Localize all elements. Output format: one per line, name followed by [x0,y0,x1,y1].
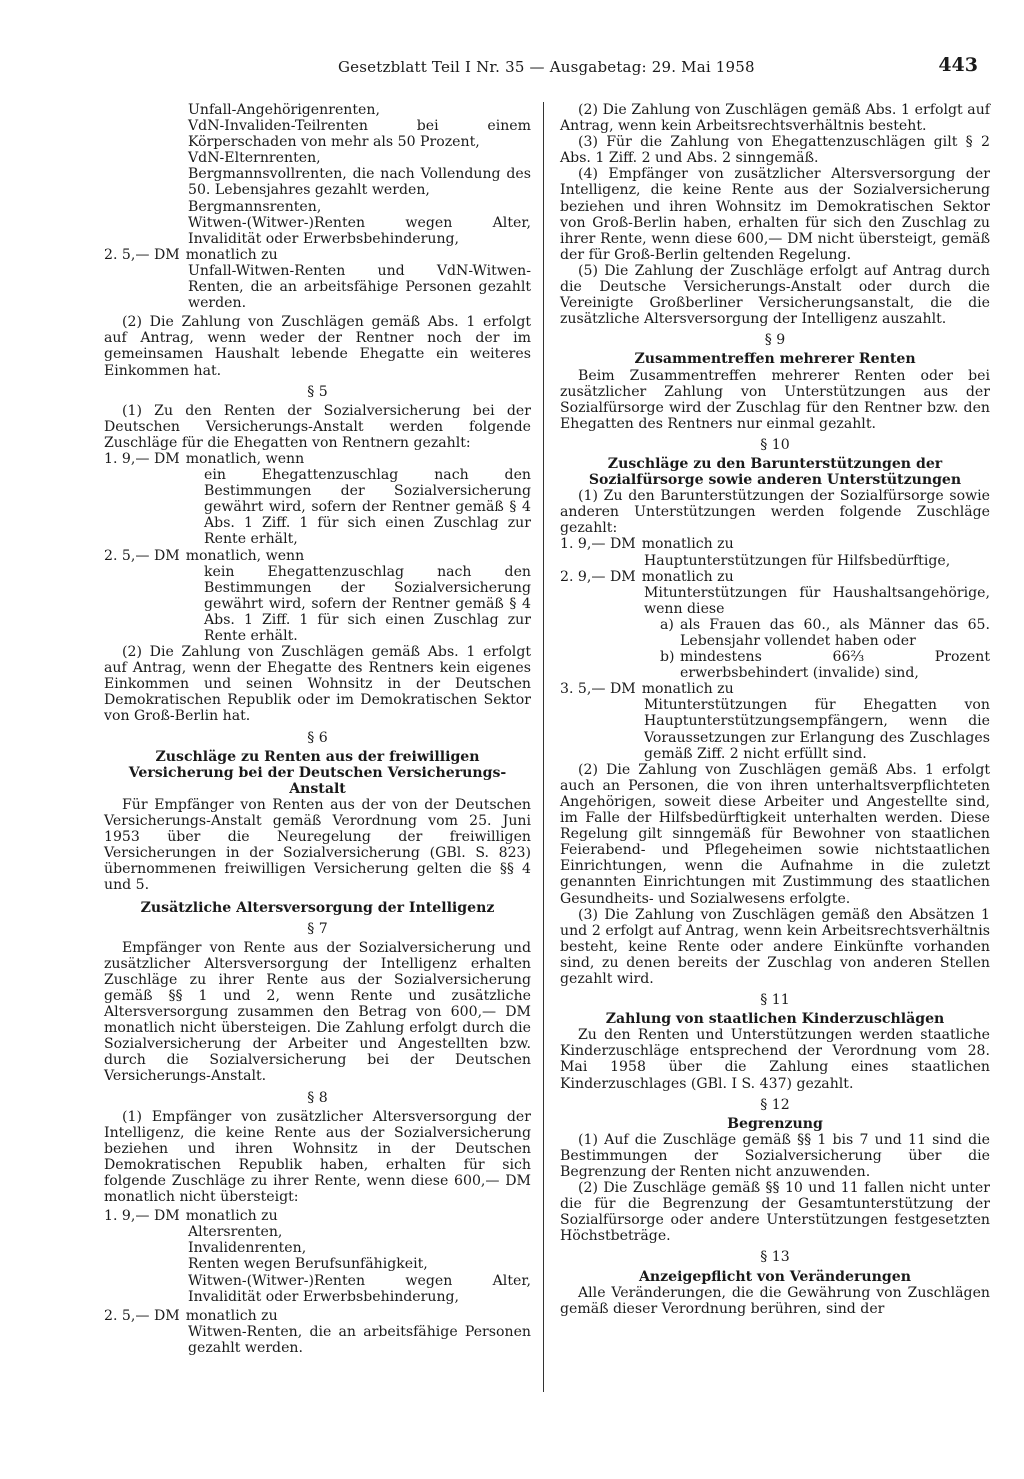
section-number: § 11 [760,992,790,1009]
paragraph: (1) Empfänger von zusätzlicher Altersversorgung der Intelligenz, die keine Rente aus der Sozialversicherung beziehen und ihren Wohnsitz in der Deutschen Demokratischen Republik haben, erhalten für sich folgende Zuschläge zu ihrer Rente, wenn diese 600,— DM monatlich nicht übersteigt: [104,1108,531,1206]
item-amount: 2. 5,— DM [104,1307,180,1324]
item-head: monatlich zu [185,246,278,263]
section-number: § 6 [307,729,328,746]
item-amount: 1. 9,— DM [560,536,636,553]
paragraph: (2) Die Zahlung von Zuschlägen gemäß Abs. 1 erfolgt auch an Personen, die von ihren unterhaltsverpflichteten Angehörigen, soweit diese Arbeiter und Angestellte sind, im Falle der Hilfsbedürftigkeit unterhalten werden. Diese Regelung gilt sinngemäß für Bewohner von staatlichen Feierabend- und Pflegeheimen sowie nichtstaatlichen Einrichtungen, wenn die Aufnahme in die zuletzt genannten Einrichtungen mit Zustimmung des staatlichen Gesundheits- und Sozialwesens erfolgte. [560,761,990,907]
section-heading: Zahlung von staatlichen Kinderzuschlägen [605,1011,945,1028]
list-item [104,548,531,564]
item-text: ein Ehegattenzuschlag nach den Bestimmungen der Sozialversicherung gewährt wird, sofern der Rentner gemäß § 4 Abs. 1 Ziff. 1 für sich einen Zuschlag zur Rente erhält, [204,467,531,548]
item-head: monatlich, wenn [185,450,305,467]
paragraph: Zu den Renten und Unterstützungen werden staatliche Kinderzuschläge entsprechend der Verordnung vom 28. Mai 1958 über die Zahlung eines staatlichen Kinderzuschlages (GBl. I S. 437) gezahlt. [560,1027,990,1092]
paragraph: (2) Die Zuschläge gemäß §§ 10 und 11 fallen nicht unter die für die Begrenzung der Gesamtunterstützung der Sozialfürsorge oder andere Unterstützungen festgesetzten Höchstbeträge. [560,1180,990,1245]
paragraph: (3) Die Zahlung von Zuschlägen gemäß den Absätzen 1 und 2 erfolgt auf Antrag, wenn kein Arbeitsrechtsverhältnis besteht, keine Rente oder andere Einkünfte vorhanden sind, zu denen bereits der Zuschlag von anderen Stellen gezahlt wird. [560,906,990,987]
paragraph: (5) Die Zahlung der Zuschläge erfolgt auf Antrag durch die Deutsche Versicherungs-Anstalt oder durch die Vereinigte Großberliner Versicherungsanstalt, die die zusätzliche Altersversorgung der Intelligenz auszahlt. [560,262,990,328]
page-header [338,52,978,92]
sub-item [560,649,990,681]
sub-item-label: b) [660,649,675,666]
item-amount: 1. 9,— DM [104,1208,180,1225]
page-number: 443 [938,54,978,76]
left-column [104,102,531,1356]
paragraph: (1) Zu den Renten der Sozialversicherung bei der Deutschen Versicherungs-Anstalt werden folgende Zuschläge für die Ehegatten von Rentnern gezahlt: [104,402,531,451]
list-line: Witwen-(Witwer-)Renten wegen Alter, Invalidität oder Erwerbsbehinderung, [188,214,531,247]
continued-list [104,102,531,247]
section-number: § 12 [760,1096,790,1113]
paragraph: (2) Die Zahlung von Zuschlägen gemäß Abs. 1 erfolgt auf Antrag, wenn kein Arbeitsrechtsverhältnis besteht. [560,102,990,135]
item-text: Witwen-Renten, die an arbeitsfähige Personen gezahlt werden. [188,1323,531,1356]
section-number: § 9 [764,332,786,349]
section-number: § 7 [307,920,328,937]
list-line: VdN-Elternrenten, [188,150,321,167]
item-head: monatlich zu [641,568,734,585]
paragraph: Für Empfänger von Renten aus der von der Deutschen Versicherungs-Anstalt gemäß Verordnung vom 25. Juni 1953 über die Neuregelung der freiwilligen Versicherungen in der Sozialversicherung (GBl. S. 823) übernommenen freiwilligen Versicherung gelten die §§ 4 und 5. [104,796,531,894]
list-line: Bergmannsvollrenten, die nach Vollendung des 50. Lebensjahres gezahlt werden, [188,166,531,199]
section-heading: Anzeigepflicht von Veränderungen [639,1268,911,1285]
item-head: monatlich zu [641,536,734,553]
sub-item [560,617,990,649]
item-head: monatlich zu [641,681,734,698]
item-lines [104,1224,531,1304]
section-heading: Begrenzung [727,1115,823,1132]
sub-item-label: a) [660,616,674,633]
list-line: Bergmannsrenten, [188,198,322,215]
item-amount: 1. 9,— DM [104,450,180,467]
item-amount: 2. 5,— DM [104,246,180,263]
part-heading: Zusätzliche Altersversorgung der Intelligenz [140,899,495,916]
list-line: Altersrenten, [188,1224,283,1241]
item-head: monatlich zu [185,1208,278,1225]
right-column [560,102,990,1317]
paragraph: (3) Für die Zahlung von Ehegattenzuschlägen gilt § 2 Abs. 1 Ziff. 2 und Abs. 2 sinngemäß. [560,134,990,167]
section-number: § 5 [307,383,328,400]
list-item [104,451,531,467]
section-number: § 8 [307,1089,328,1106]
item-head: monatlich, wenn [185,547,305,564]
list-item [104,1208,531,1224]
section-number: § 10 [760,436,790,453]
item-text: Unfall-Witwen-Renten und VdN-Witwen-Renten, die an arbeitsfähige Personen gezahlt werden. [188,262,531,312]
paragraph: (1) Zu den Barunterstützungen der Sozialfürsorge sowie anderen Unterstützungen werden folgende Zuschläge gezahlt: [560,488,990,537]
list-item [104,1308,531,1324]
item-text: Mitunterstützungen für Ehegatten von Hauptunterstützungsempfängern, wenn die Voraussetzungen zur Erlangung des Zuschlages gemäß Ziff. 2 nicht erfüllt sind. [644,697,990,762]
sub-item-text: als Frauen das 60., als Männer das 65. Lebensjahr vollendet haben oder [680,616,990,649]
list-item [560,536,990,552]
item-text: kein Ehegattenzuschlag nach den Bestimmungen der Sozialversicherung gewährt wird, sofern der Rentner gemäß § 4 Abs. 1 Ziff. 1 für sich einen Zuschlag zur Rente erhält. [204,563,531,644]
paragraph: Empfänger von Rente aus der Sozialversicherung und zusätzlicher Altersversorgung der Intelligenz erhalten Zuschläge zu ihrer Rente aus der Sozialversicherung gemäß §§ 1 und 2, wenn Rente und zusätzliche Altersversorgung zusammen den Betrag von 600,— DM monatlich nicht übersteigen. Die Zahlung erfolgt durch die Sozialversicherung der Arbeiter und Angestellten bzw. durch die Sozialversicherung bei der Deutschen Versicherungs-Anstalt. [104,939,531,1085]
paragraph: (1) Auf die Zuschläge gemäß §§ 1 bis 7 und 11 sind die Bestimmungen der Sozialversicherung über die Begrenzung der Renten nicht anzuwenden. [560,1131,990,1180]
list-item [560,569,990,585]
section-heading: Zuschläge zu Renten aus der freiwilligen Versicherung bei der Deutschen Versicherungs-Anstalt [128,748,507,797]
paragraph: Beim Zusammentreffen mehrerer Renten oder bei zusätzlicher Zahlung von Unterstützungen aus der Sozialfürsorge wird der Zuschlag für den Rentner bzw. den Ehegatten des Rentners nur einmal gezahlt. [560,367,990,432]
item-head: monatlich zu [185,1307,278,1324]
list-line: Unfall-Angehörigenrenten, [188,102,380,118]
paragraph: (2) Die Zahlung von Zuschlägen gemäß Abs. 1 erfolgt auf Antrag, wenn weder der Rentner noch der im gemeinsamen Haushalt lebende Ehegatte ein weiteres Einkommen hat. [104,314,531,379]
item-amount: 3. 5,— DM [560,681,636,698]
item-amount: 2. 5,— DM [104,547,180,564]
list-line: Renten wegen Berufsunfähigkeit, [188,1256,428,1273]
paragraph: (4) Empfänger von zusätzlicher Altersversorgung der Intelligenz, die keine Rente aus der Sozialversicherung beziehen und ihren Wohnsitz im Demokratischen Sektor von Groß-Berlin haben, erhalten für sich den Zuschlag zu ihrer Rente, wenn diese 600,— DM nicht übersteigt, gemäß der für Groß-Berlin geltenden Regelung. [560,166,990,263]
paragraph: Alle Veränderungen, die die Gewährung von Zuschlägen gemäß dieser Verordnung berühren, sind der [560,1284,990,1317]
list-line: Invalidenrenten, [188,1240,307,1257]
paragraph: (2) Die Zahlung von Zuschlägen gemäß Abs. 1 erfolgt auf Antrag, wenn der Ehegatte des Rentners kein eigenes Einkommen und seinen Wohnsitz in der Deutschen Demokratischen Republik oder im Demokratischen Sektor von Groß-Berlin hat. [104,644,531,725]
sub-item-text: mindestens 66⅔ Prozent erwerbsbehindert (invalide) sind, [680,649,990,682]
list-item [104,247,531,263]
section-number: § 13 [760,1249,790,1266]
item-amount: 2. 9,— DM [560,568,636,585]
list-item [560,681,990,697]
list-line: VdN-Invaliden-Teilrenten bei einem Körperschaden von mehr als 50 Prozent, [188,118,531,151]
section-heading: Zusammentreffen mehrerer Renten [634,351,916,368]
section-heading: Zuschläge zu den Barunterstützungen der Sozialfürsorge sowie anderen Unterstützungen [588,455,962,489]
gazette-title: Gesetzblatt Teil I Nr. 35 — Ausgabetag: 29. Mai 1958 [338,58,755,76]
list-line: Witwen-(Witwer-)Renten wegen Alter, Invalidität oder Erwerbsbehinderung, [188,1272,531,1305]
item-text: Hauptunterstützungen für Hilfsbedürftige, [644,552,951,569]
column-divider [543,102,544,1392]
item-text: Mitunterstützungen für Haushaltsangehörige, wenn diese [644,584,990,617]
